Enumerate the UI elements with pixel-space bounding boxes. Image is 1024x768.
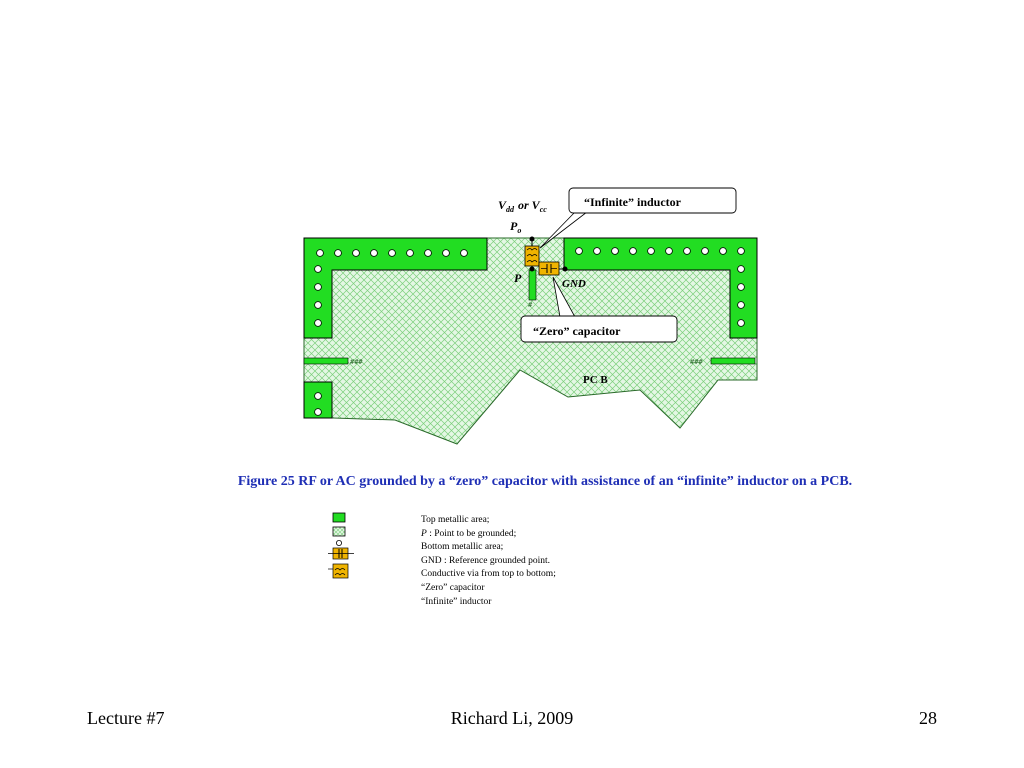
legend-item-italic: P [421, 528, 427, 539]
via-circle [576, 248, 583, 255]
via-marks-center: # [528, 301, 533, 309]
via-circle [315, 302, 322, 309]
via-circle [443, 250, 450, 257]
via-circle [335, 250, 342, 257]
via-circle [371, 250, 378, 257]
via-circle [684, 248, 691, 255]
via-circle [648, 248, 655, 255]
ground-point-pad [529, 270, 536, 300]
via-circle [702, 248, 709, 255]
via-circle [315, 393, 322, 400]
trace-right [711, 358, 755, 364]
pcb-label: PC B [583, 374, 608, 386]
legend-item: GND : Reference grounded point. [421, 555, 551, 566]
trace-left [304, 358, 348, 364]
capacitor-legend-icon [328, 548, 354, 559]
via-circle [315, 320, 322, 327]
legend-icons [328, 513, 354, 578]
ground-point-dot [530, 267, 535, 272]
inductor-component [525, 246, 539, 266]
legend-item: Bottom metallic area; [421, 542, 504, 553]
via-circle [407, 250, 414, 257]
via-circle [389, 250, 396, 257]
via-circle [720, 248, 727, 255]
legend-item: Top metallic area; [421, 515, 490, 525]
via-circle [594, 248, 601, 255]
legend [421, 514, 556, 609]
top-metal-swatch [333, 513, 345, 522]
figure-caption: Figure 25 RF or AC grounded by a “zero” capacitor with assistance of an “infinite” inductor on a PCB. [237, 474, 853, 489]
inductor-callout-text: “Infinite” inductor [584, 195, 682, 209]
legend-item: Conductive via from top to bottom; [421, 569, 556, 580]
via-circle [738, 284, 745, 291]
via-circle [315, 409, 322, 416]
via-circle [315, 284, 322, 291]
capacitor-callout-text: “Zero” capacitor [533, 324, 621, 338]
via-circle [425, 250, 432, 257]
via-circle [738, 266, 745, 273]
legend-item [421, 528, 556, 542]
via-legend-icon [336, 540, 341, 545]
legend-item-text: : Point to be grounded; [426, 528, 517, 539]
bottom-metal-swatch [333, 527, 345, 536]
capacitor-component [539, 262, 559, 275]
via-circle [738, 302, 745, 309]
gnd-label: GND [562, 278, 586, 290]
p-label: P [514, 271, 522, 285]
via-circle [738, 320, 745, 327]
via-circle [353, 250, 360, 257]
legend-item: “Infinite” inductor [421, 596, 492, 607]
legend-item: “Zero” capacitor [421, 582, 485, 593]
footer-author: Richard Li, 2009 [450, 708, 574, 728]
via-circle [315, 266, 322, 273]
via-marks-left: ### [350, 358, 363, 366]
via-circle [666, 248, 673, 255]
via-circle [317, 250, 324, 257]
via-circle [612, 248, 619, 255]
via-circle [738, 248, 745, 255]
po-label: $P_o$ [510, 219, 522, 235]
inductor-legend-icon [328, 564, 348, 578]
footer-page-number: 28 [919, 708, 937, 728]
via-circle [630, 248, 637, 255]
via-marks-right: ### [690, 358, 703, 366]
footer-lecture: Lecture #7 [87, 708, 165, 728]
via-circle [461, 250, 468, 257]
vdd-label: $V_{dd}$ or $V_{cc}$ [498, 198, 547, 214]
